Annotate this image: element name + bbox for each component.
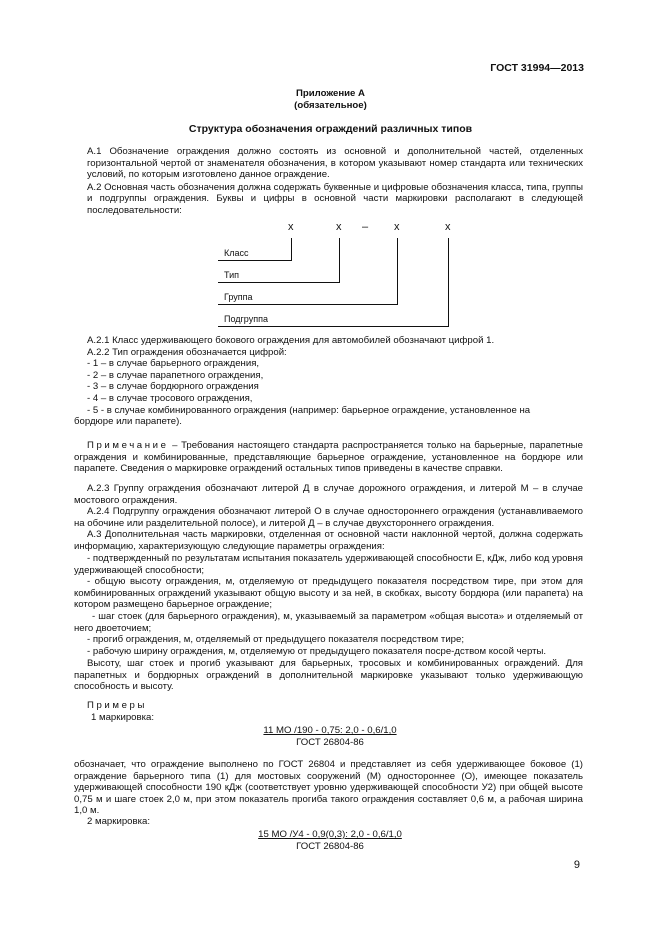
diagram-label-subgroup: Подгруппа [224, 314, 268, 324]
diagram-rule-type [218, 282, 340, 283]
type-item-3: - 3 – в случае бордюрного ограждения [87, 381, 259, 393]
param-item-1: - подтвержденный по результатам испытания показатель удерживающей способности Е, кДж, либо код уровня удерживающей способности; [74, 553, 583, 576]
appendix-title: Приложение А [296, 88, 365, 99]
type-item-4: - 4 – в случае тросового ограждения, [87, 392, 253, 404]
example-1-numerator: 11 МО /190 - 0,75: 2,0 - 0,6/1,0 [263, 725, 397, 736]
appendix-heading: Структура обозначения ограждений различных типов [188, 123, 473, 135]
diagram-dash: – [362, 221, 369, 233]
type-item-5: - 5 - в случае комбинированного ограждения (например: барьерное ограждение, установленное на [87, 404, 531, 416]
paragraph-a1-text: А.1 Обозначение ограждения должно состоять из основной и дополнительной частей, отделенных горизонтальной чертой от знаменателя обозначения, в котором указывают номер стандарта или технических условий, по которым изготовлено данное ограждение. [87, 146, 583, 181]
diagram-rule-group [218, 304, 398, 305]
param-item-4: - прогиб ограждения, м, отделяемый от предыдущего показателя посредством тире; [87, 634, 465, 645]
paragraph-a1 [87, 146, 583, 181]
standard-header: ГОСТ 31994—2013 [490, 62, 584, 74]
paragraph-a24: А.2.4 Подгруппу ограждения обозначают литерой О в случае одностороннего ограждения (устанавливаемого на обочине или разделительной полосе), и литерой Д – в случае двухстороннего ограждения. [74, 506, 583, 529]
diagram-mark-subgroup: х [445, 221, 451, 233]
param-item-3: - шаг стоек (для барьерного ограждения), м, указываемый за параметром «общая высота» и отделяемый от него двоеточием; [74, 611, 583, 634]
diagram-leader-subgroup [448, 238, 449, 326]
paragraph-a22: А.2.2 Тип ограждения обозначается цифрой: [87, 346, 287, 358]
type-item-1: - 1 – в случае барьерного ограждения, [87, 358, 260, 370]
param-item-2: - общую высоту ограждения, м, отделяемую от предыдущего показателя посредством тире, при этом для комбинированных ограждений указывают общую высоту и за ней, в скобках, высоту бордюра (или парапета) на котором размещено барьерное ограждение; [74, 576, 583, 611]
diagram-mark-group: х [394, 221, 400, 233]
types-section [87, 335, 583, 416]
height-note: Высоту, шаг стоек и прогиб указывают для барьерных, тросовых и комбинированных ограждений. Для парапетных и бордюрных ограждений в дополнительной маркировке указывают только удерживающую способность и высоту. [74, 658, 583, 693]
page-number: 9 [573, 859, 580, 871]
designation-diagram [218, 222, 478, 322]
paragraph-a21: А.2.1 Класс удерживающего бокового ограждения для автомобилей обозначают цифрой 1. [87, 335, 495, 346]
intro-section [87, 146, 583, 217]
paragraph-a2-text: А.2 Основная часть обозначения должна содержать буквенные и цифровые обозначения класса, типа, группы и подгруппы ограждения. Буквы и цифры в основной части маркировки располагают в следующей последовательности: [87, 181, 583, 216]
diagram-label-type: Тип [224, 270, 240, 280]
paragraph-a3: А.3 Дополнительная часть маркировки, отделенная от основной части наклонной чертой, должна содержать информацию, характеризующую следующие параметры ограждения: [74, 529, 583, 552]
diagram-mark-class: х [288, 221, 294, 233]
diagram-mark-type: х [336, 221, 342, 233]
examples-label: Примеры [87, 700, 147, 711]
diagram-label-group: Группа [224, 292, 253, 302]
paragraph-a23: А.2.3 Группу ограждения обозначают литерой Д в случае дорожного ограждения, и литерой М – в случае мостового ограждения. [74, 483, 583, 506]
example-1-denominator: ГОСТ 26804-86 [296, 736, 364, 748]
note-text: – Требования настоящего стандарта распространяется только на барьерные, парапетные ограждения и комбинированные, представляющие барьерное ограждение, установленное на бордюре или парапете. Сведения о маркировке ограждений остальных типов приведены в качестве справки. [74, 440, 583, 475]
diagram-label-class: Класс [224, 248, 249, 258]
diagram-rule-subgroup [218, 326, 449, 327]
diagram-rule-class [218, 260, 292, 261]
appendix-status: (обязательное) [294, 100, 367, 111]
example-2-label: 2 маркировка: [87, 816, 151, 827]
diagram-leader-class [291, 238, 292, 260]
param-item-5: - рабочую ширину ограждения, м, отделяемую от предыдущего показателя посре-дством косой черты. [87, 646, 547, 657]
diagram-leader-type [339, 238, 340, 282]
example-1-formula [230, 725, 430, 748]
example-1-explanation: обозначает, что ограждение выполнено по ГОСТ 26804 и представляет из себя удерживающее боковое (1) ограждение барьерного типа (1) для мостовых сооружений (М) одностороннее (О), имеющее показатель удерживающей способности 190 кДж (соответствует уровню удерживающей способности У2) при общей высоте 0,75 м и шаге стоек 2,0 м, при этом показатель прогиба такого ограждения составляет 0,6 м, а рабочая ширина 1,0 м. [74, 759, 583, 817]
note-label: Примечание [87, 440, 169, 451]
example-1-label: 1 маркировка: [91, 712, 155, 723]
example-2-numerator: 15 МО /У4 - 0,9(0,3): 2,0 - 0,6/1,0 [258, 829, 402, 840]
diagram-leader-group [397, 238, 398, 304]
type-item-5-continued: бордюре или парапете). [74, 416, 182, 427]
note-paragraph [74, 440, 583, 475]
paragraph-a2 [87, 182, 583, 217]
type-item-2: - 2 – в случае парапетного ограждения, [87, 369, 264, 381]
example-2-denominator: ГОСТ 26804-86 [296, 840, 364, 852]
example-2-formula [230, 829, 430, 852]
